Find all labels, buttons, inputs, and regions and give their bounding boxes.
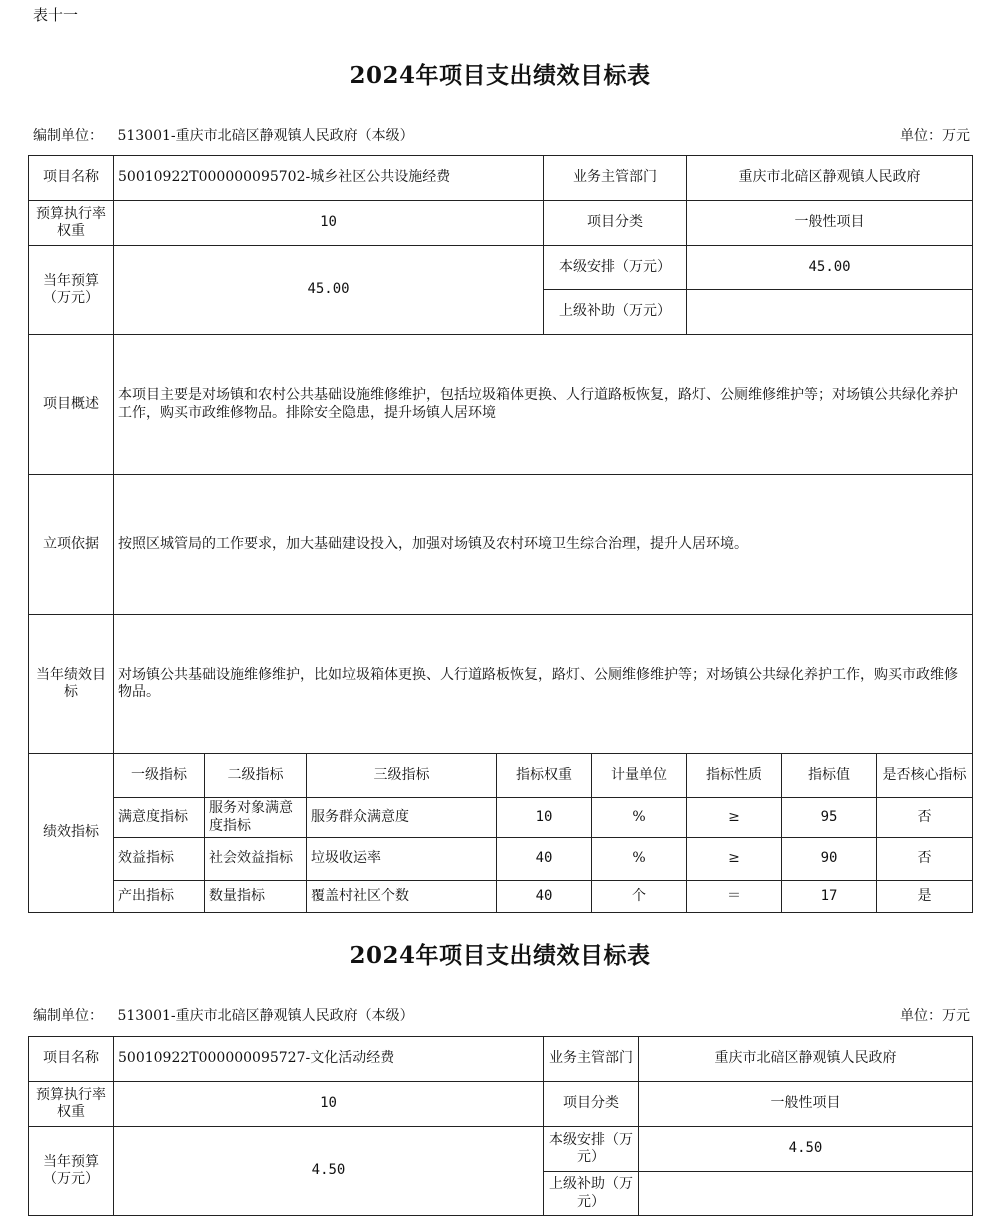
local-label: 本级安排（万元） [544,1127,639,1172]
indicator-cell: % [592,798,687,838]
upper-label: 上级补助（万元） [544,1172,639,1216]
section2-table [28,1036,973,1216]
table-row [29,798,973,838]
org-value: 513001-重庆市北碚区静观镇人民政府（本级） [117,1008,414,1024]
local-label: 本级安排（万元） [544,246,687,290]
indicator-cell: 10 [497,798,592,838]
budget-label: 当年预算（万元） [29,246,114,335]
weight-label: 预算执行率权重 [29,1082,114,1127]
section2-org [33,1005,414,1025]
indicator-cell: 社会效益指标 [205,838,307,881]
section2-title: 2024年项目支出绩效目标表 [349,942,651,969]
project-name-value: 50010922T000000095727-文化活动经费 [114,1037,544,1082]
section1-unit: 单位：万元 [900,128,970,144]
indicator-header: 是否核心指标 [877,754,973,798]
indicator-cell: 个 [592,881,687,913]
doc-label: 表十一 [33,6,79,24]
indicators-label: 绩效指标 [29,754,114,913]
indicator-header: 二级指标 [205,754,307,798]
indicator-header: 三级指标 [307,754,497,798]
project-name-value: 50010922T000000095702-城乡社区公共设施经费 [114,156,544,201]
indicator-cell: 服务群众满意度 [307,798,497,838]
table-row [29,881,973,913]
category-value: 一般性项目 [687,201,973,246]
category-label: 项目分类 [544,201,687,246]
indicator-cell: ≥ [687,798,782,838]
indicator-cell: % [592,838,687,881]
dept-value: 重庆市北碚区静观镇人民政府 [639,1037,973,1082]
org-label: 编制单位： [33,128,103,144]
local-value: 4.50 [639,1127,973,1172]
indicator-cell: 40 [497,881,592,913]
indicator-cell: 否 [877,838,973,881]
indicator-header: 指标值 [782,754,877,798]
dept-value: 重庆市北碚区静观镇人民政府 [687,156,973,201]
indicator-header: 指标性质 [687,754,782,798]
indicator-cell: 覆盖村社区个数 [307,881,497,913]
section1-table [28,155,973,913]
budget-label: 当年预算（万元） [29,1127,114,1216]
indicator-cell: 40 [497,838,592,881]
indicator-cell: 服务对象满意度指标 [205,798,307,838]
dept-label: 业务主管部门 [544,1037,639,1082]
budget-value: 4.50 [114,1127,544,1216]
indicator-header: 指标权重 [497,754,592,798]
indicator-cell: ＝ [687,881,782,913]
goal-label: 当年绩效目标 [29,615,114,754]
overview-label: 项目概述 [29,335,114,475]
dept-label: 业务主管部门 [544,156,687,201]
overview-value: 本项目主要是对场镇和农村公共基础设施维修维护，包括垃圾箱体更换、人行道路板恢复，路灯、公厕维修维护等；对场镇公共绿化养护工作，购买市政维修物品。排除安全隐患，提升场镇人居环境 [114,335,973,475]
org-label: 编制单位： [33,1008,103,1024]
project-name-label: 项目名称 [29,156,114,201]
indicator-cell: 数量指标 [205,881,307,913]
indicator-cell: 90 [782,838,877,881]
indicator-cell: 产出指标 [114,881,205,913]
weight-value: 10 [114,201,544,246]
weight-label: 预算执行率权重 [29,201,114,246]
category-value: 一般性项目 [639,1082,973,1127]
upper-value [639,1172,973,1216]
table-row [29,838,973,881]
indicator-header: 计量单位 [592,754,687,798]
indicator-cell: ≥ [687,838,782,881]
indicator-header: 一级指标 [114,754,205,798]
indicator-cell: 效益指标 [114,838,205,881]
org-value: 513001-重庆市北碚区静观镇人民政府（本级） [117,128,414,144]
indicator-cell: 是 [877,881,973,913]
upper-value [687,290,973,335]
upper-label: 上级补助（万元） [544,290,687,335]
local-value: 45.00 [687,246,973,290]
basis-value: 按照区城管局的工作要求，加大基础建设投入，加强对场镇及农村环境卫生综合治理，提升人居环境。 [114,475,973,615]
indicator-cell: 17 [782,881,877,913]
weight-value: 10 [114,1082,544,1127]
category-label: 项目分类 [544,1082,639,1127]
basis-label: 立项依据 [29,475,114,615]
indicator-cell: 否 [877,798,973,838]
section2-unit: 单位：万元 [900,1008,970,1024]
section1-org [33,125,414,145]
budget-value: 45.00 [114,246,544,335]
goal-value: 对场镇公共基础设施维修维护，比如垃圾箱体更换、人行道路板恢复，路灯、公厕维修维护等；对场镇公共绿化养护工作，购买市政维修物品。 [114,615,973,754]
indicator-cell: 满意度指标 [114,798,205,838]
project-name-label: 项目名称 [29,1037,114,1082]
indicator-cell: 垃圾收运率 [307,838,497,881]
section1-title: 2024年项目支出绩效目标表 [349,62,651,89]
indicator-cell: 95 [782,798,877,838]
